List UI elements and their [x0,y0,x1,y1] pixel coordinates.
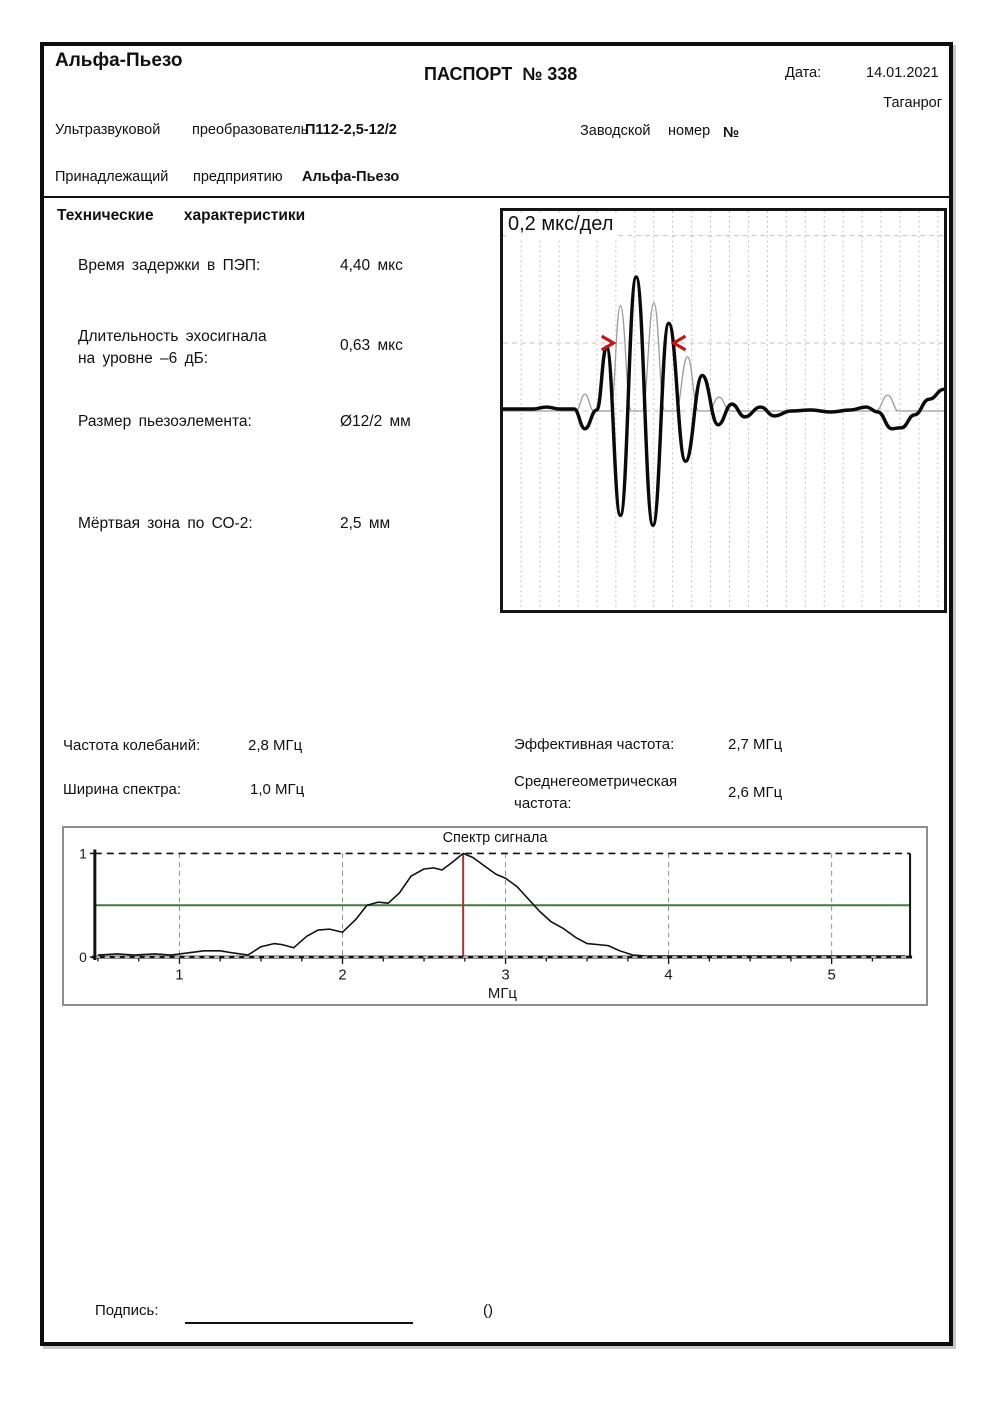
owner-word2: предприятию [193,169,283,185]
owner-word1: Принадлежащий [55,169,169,185]
signature-label: Подпись: [95,1302,159,1319]
spec-duration-label-line1: Длительность эхосигнала [78,328,267,345]
spec-delay-label: Время задержки в ПЭП: [78,257,261,274]
company-brand: Альфа-Пьезо [55,50,183,71]
svg-text:МГц: МГц [487,986,517,1003]
freq-geo-label-line2: частота: [514,795,572,812]
section-title: Технические характеристики [57,207,306,224]
freq-osc-value: 2,8 МГц [248,737,303,754]
spectrum-chart [64,828,926,1004]
freq-osc-label: Частота колебаний: [63,737,201,754]
svg-text:1: 1 [175,967,184,984]
transducer-word2: преобразователь [192,122,309,138]
spec-duration-value: 0,63 мкс [340,337,403,354]
oscillogram-panel [500,208,947,613]
signature-brackets: () [483,1302,493,1319]
svg-text:0: 0 [79,949,87,965]
spec-size-value: Ø12/2 мм [340,413,411,430]
spec-size-label: Размер пьезоэлемента: [78,413,252,430]
spec-deadzone-value: 2,5 мм [340,515,391,532]
svg-text:3: 3 [501,967,510,984]
date-label: Дата: [785,65,822,81]
oscillogram-chart [503,211,944,610]
time-scale-label: 0,2 мкс/дел [506,213,617,238]
svg-text:5: 5 [827,967,836,984]
svg-text:2: 2 [338,967,347,984]
header-divider [44,196,949,198]
svg-text:1: 1 [79,845,87,862]
owner-company: Альфа-Пьезо [302,169,400,185]
page-title: ПАСПОРТ № 338 [424,64,578,84]
serial-number-sign: № [723,125,740,141]
freq-geo-label-line1: Среднегеометрическая [514,773,678,790]
svg-text:4: 4 [664,967,673,984]
signature-line [185,1302,413,1324]
freq-eff-value: 2,7 МГц [728,736,783,753]
spec-duration-label-line2: на уровне –6 дБ: [78,350,209,367]
spectrum-panel [62,826,928,1006]
city-label: Таганрог [883,95,942,111]
serial-word2: номер [668,123,711,139]
spec-delay-value: 4,40 мкс [340,257,403,274]
freq-geo-value: 2,6 МГц [728,784,783,801]
freq-width-label: Ширина спектра: [63,781,182,798]
transducer-model: П112-2,5-12/2 [305,122,397,138]
spec-deadzone-label: Мёртвая зона по СО-2: [78,515,253,532]
serial-word1: Заводской [580,123,651,139]
date-value: 14.01.2021 [866,65,939,81]
spectrum-title: Спектр сигнала [442,830,548,846]
transducer-word1: Ультразвуковой [55,122,161,138]
freq-eff-label: Эффективная частота: [514,736,675,753]
freq-width-value: 1,0 МГц [250,781,305,798]
